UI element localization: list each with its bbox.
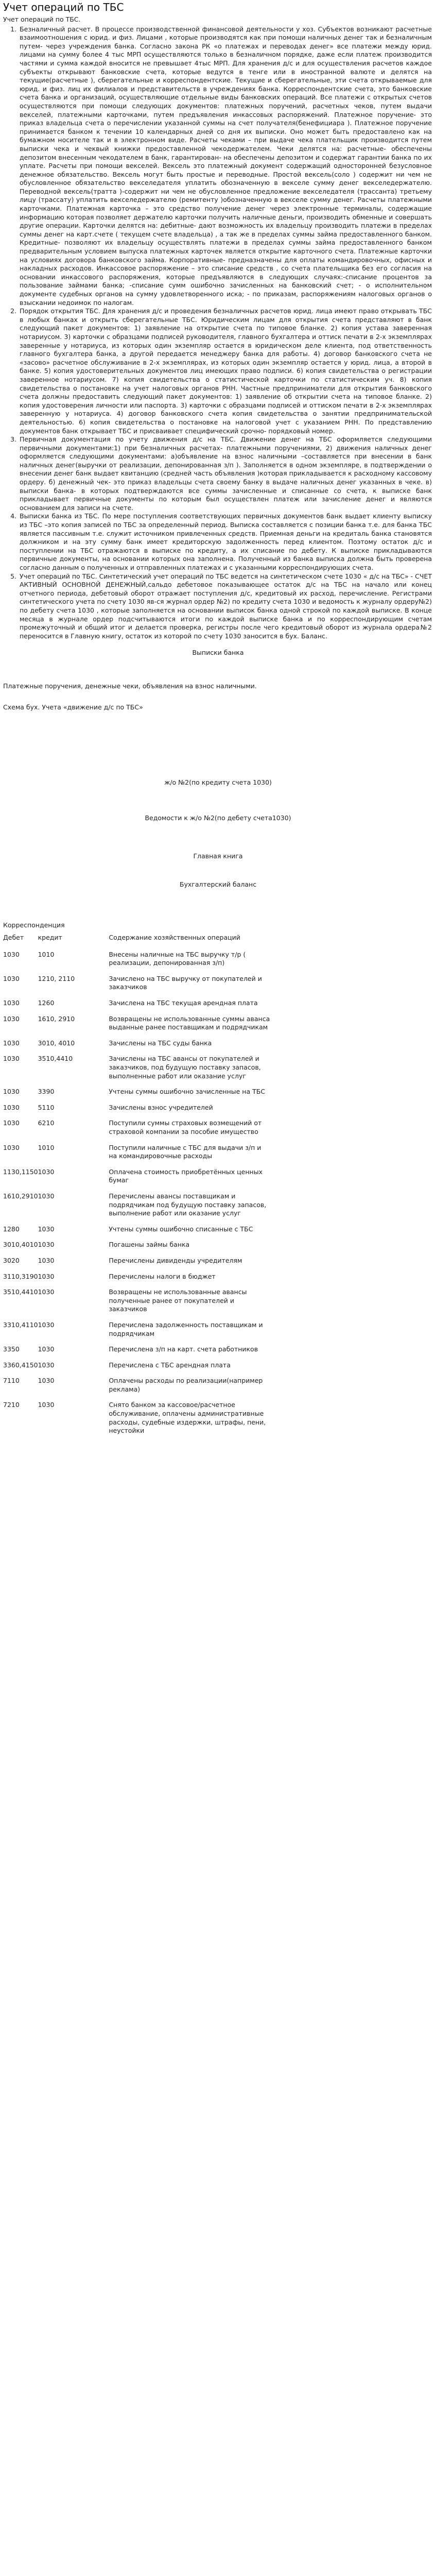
debit-cell: 3010,4010	[3, 1241, 38, 1249]
header-credit: кредит	[38, 934, 62, 942]
credit-cell: 1030	[38, 1192, 55, 1200]
table-row	[3, 1144, 271, 1168]
debit-cell: 1280	[3, 1225, 20, 1233]
description-cell: Перечислены налоги в бюджет	[109, 1272, 216, 1280]
debit-cell: 1030	[3, 950, 20, 958]
credit-cell: 1030	[38, 1401, 55, 1409]
bank-statement-label: Выписки банка	[192, 649, 244, 657]
description-cell: Перечислена з/п на карт. счета работников	[109, 1345, 258, 1353]
description-cell: Оплачены расходы по реализации(например реклама)	[109, 1377, 263, 1393]
debit-cell: 1030	[3, 1014, 20, 1023]
description-cell: Зачислена на ТБС текущая арендная плата	[109, 999, 258, 1007]
credit-cell: 1030	[38, 1361, 55, 1369]
debit-cell: 1030	[3, 999, 20, 1007]
credit-cell: 1610, 2910	[38, 1014, 75, 1023]
debit-cell: 3360,4150	[3, 1361, 38, 1369]
table-header-row	[3, 934, 271, 951]
table-row	[3, 1015, 271, 1039]
list-item: 4. Выписки банка из ТБС. По мере поступления соответствующих первичных документов банк выдает клиенту выписку из ТБС –это копия записей по ТБС за определенный период. Выписка составляется с позиции банка т.е. для банка ТБС является пассивным т.е. служит источником привлеченных средств. Приемная деньги на кредиталь банка становятся должником и на эту сумму банк имеет кредиторскую задолженность перед клиентом. Поэтому остаток д/с и поступлении на ТБС отражаются в выписке по кредиту, а их списание по дебету. К выписке прикладываются первичные документы, на основании которых она заполнена. Полученный из банка выписка должна быть проверена согласно данным о полученных и отправленных платежах и с указанными корреспондирующих счета.	[19, 512, 433, 572]
credit-cell: 3510,4410	[38, 1055, 73, 1063]
description-cell: Поступили наличные с ТБС для выдачи з/п и на командировочные расходы	[109, 1143, 261, 1160]
table-row	[3, 1119, 271, 1143]
balance-sheet-node: Бухгалтерский баланс	[179, 880, 257, 888]
credit-cell: 1010	[38, 1143, 55, 1151]
debit-cell: 1030	[3, 1143, 20, 1151]
table-row	[3, 1288, 271, 1321]
table-row	[3, 1401, 271, 1442]
debit-cell: 1030	[3, 1088, 20, 1096]
debit-cell: 1030	[3, 1103, 20, 1111]
description-cell: Перечислена задолженность поставщикам и подрядчикам	[109, 1320, 263, 1337]
debit-cell: 1030	[3, 1055, 20, 1063]
credit-cell: 3010, 4010	[38, 1039, 75, 1047]
page-title: Учет операций по ТБС	[3, 1, 124, 13]
debit-cell: 1030	[3, 1039, 20, 1047]
table-row	[3, 975, 271, 999]
debit-cell: 1030	[3, 1119, 20, 1127]
table-row	[3, 1361, 271, 1377]
table-row	[3, 1225, 271, 1241]
debit-cell: 7210	[3, 1401, 20, 1409]
list-item: 3. Первичная документация по учету движения д/с на ТБС. Движение денег на ТБС оформляется следующими первичными документами:1) при безналичных расчетах- платежными поручениями, 2) движения наличных денег оформляется следующими документами: а)объявление на взнос наличными –составляется при внесении в банк наличных денег(выручки от реализации, депонированная з/п ). Заполняется в одном экземпляре, в подтверждении о внесении денег банк выдает квитанцию (средней часть объявления )которая прикладывается к расходному кассовому ордеру. б) денежный чек- это приказ владельцы счета своему банку в выдаче наличных денег указанных в чеке. в) выписки банка- в которых подтверждаются все суммы зачисленные и списанные со счета, к выписке банк прикладывает первичные документы по которым был осуществлен платеж или зачисление денег и являются основанием для записи на счете.	[19, 435, 433, 512]
description-cell: Внесены наличные на ТБС выручку т/р ( реализации, депонированная з/п)	[109, 950, 246, 967]
credit-cell: 1030	[38, 1288, 55, 1296]
table-row	[3, 1039, 271, 1055]
debit-cell: 1030	[3, 974, 20, 982]
debit-cell: 3350	[3, 1345, 20, 1353]
credit-cell: 5110	[38, 1103, 55, 1111]
list-item: 2. Порядок открытия ТБС. Для хранения д/с и проведения безналичных расчетов юрид. лица имеют право открывать ТБС в любых банках и открыть сберегательные ТБС. Юридическим лицам для открытия счета представляют в банк следующий пакет документов: 1) заявление на открытие счета по типовое бланке. 2) копия устава заверенная нотариусом. 3) карточки с образцами подписей руководителя, главного бухгалтера и оттиск печати в 2-х экземплярах заверенные у нотариуса, из которых один экземпляр остается в юридическом деле клиента, под ответственность главного бухгалтера банка, а другой передается менеджеру банка для работы. 4) договор банковского счета не «засово» расчетное обслуживание в 2-х экземплярах, из которых один экземпляр остается у юрид. лица, а второй в банке. 5) копия удостоверительных документов лиц имеющих право подписи. 6) копия свидетельства о регистрации заверенное нотариусом. 7) копия свидетельства о статистической карточки по статистическим уч. 8) копия свидетельства о постановке на учет налоговых органов РНН. Частные предприниматели для открытия банковского счета должны предоставить следующий пакет документов: 1) заявление об открытии счета на типовое бланке. 2) копия удостоверения личности или паспорта. 3) карточки с образцами подписей и оттиском печати в 2-х экземплярах заверенную у нотариуса. 4) договор банковского счета копия свидетельства о занятии предпринимательской деятельностью. 6) копия свидетельства о постановке на налоговой учет с указанием РНН. По представлению документов банк открывает ТБС и присваивает специфический срочно- порядковый номер.	[19, 307, 433, 435]
debit-cell: 3020	[3, 1256, 20, 1264]
credit-cell: 1030	[38, 1272, 55, 1280]
credit-cell: 1030	[38, 1256, 55, 1264]
journal-order-node: ж/о №2(по кредиту счета 1030)	[164, 778, 272, 787]
table-row	[3, 1241, 271, 1257]
credit-cell: 1030	[38, 1345, 55, 1353]
accounting-scheme	[3, 778, 433, 889]
description-cell: Перечислены дивиденды учредителям	[109, 1256, 242, 1264]
header-debit: Дебет	[3, 934, 24, 942]
ledger-sheet-node: Ведомости к ж/о №2(по дебету счета1030)	[145, 814, 291, 822]
table-row	[3, 1321, 271, 1345]
correspondence-title: Корреспонденция	[3, 921, 65, 929]
debit-cell: 1610,2910	[3, 1192, 38, 1200]
credit-cell: 1030	[38, 1225, 55, 1233]
list-item: 5. Учет операций по ТБС. Синтетический учет операций по ТБС ведется на синтетическом счете 1030 « д/с на ТБС» - СЧЕТ АКТИВНЫЙ ОСНОВНОЙ ДЕНЕЖНЫЙ,сальдо дебетовое показывающее остаток д/с на ТБС на начало или конец отчетного периода, дебетовый оборот отражает поступления д/с, кредитовый их расход, перечисление. Регистрами синтетического учета по счету 1030 яв-ся журнал ордер №2) по кредиту счета 1030 и ведомость к журналу ордеру№2) по дебету счета 1030 , которые заполняется на основании выписок банка одной строкой по каждой выписке. В конце месяца в журнале ордер подсчитываются итоги по каждой выписке банка и по корреспондирующим счетам промежуточный и общий итог и делается проверка, регистры после чего кредитовый оборот из журнала ордера№2 переносится в Главную книгу, остаток из которой по счету 1030 заносится в бух. Баланс.	[19, 572, 433, 641]
credit-cell: 1030	[38, 1167, 55, 1176]
payment-documents-paragraph: Платежные поручения, денежные чеки, объявления на взнос наличными.	[3, 682, 257, 690]
description-cell: Зачислено на ТБС выручку от покупателей и заказчиков	[109, 974, 262, 991]
general-ledger-node: Главная книга	[193, 852, 243, 860]
table-row	[3, 999, 271, 1015]
section-list	[3, 25, 433, 641]
table-row	[3, 1055, 271, 1088]
credit-cell: 1030	[38, 1241, 55, 1249]
description-cell: Зачислены на ТБС суды банка	[109, 1039, 212, 1047]
table-row	[3, 1168, 271, 1192]
description-cell: Возвращены не использованные авансы полученные ранее от покупателей и заказчиков	[109, 1288, 247, 1313]
description-cell: Оплачена стоимость приобретённых ценных бумаг	[109, 1167, 263, 1184]
description-cell: Перечислена с ТБС арендная плата	[109, 1361, 231, 1369]
credit-cell: 1260	[38, 999, 55, 1007]
description-cell: Зачислены взнос учредителей	[109, 1103, 213, 1111]
scheme-label: Схема бух. Учета «движение д/с по ТБС»	[3, 703, 143, 711]
debit-cell: 3110,3190	[3, 1272, 38, 1280]
header-description: Содержание хозяйственных операций	[109, 934, 240, 942]
description-cell: Возвращены не использованные суммы аванса выданные ранее поставщикам и подрядчикам	[109, 1014, 270, 1031]
debit-cell: 3510,4410	[3, 1288, 38, 1296]
credit-cell: 1010	[38, 950, 55, 958]
debit-cell: 7110	[3, 1377, 20, 1385]
table-row	[3, 1257, 271, 1273]
credit-cell: 1030	[38, 1320, 55, 1329]
debit-cell: 3310,4110	[3, 1320, 38, 1329]
subtitle: Учет операций по ТБС.	[3, 15, 81, 23]
description-cell: Учтены суммы ошибочно зачисленные на ТБС	[109, 1088, 266, 1096]
table-row	[3, 1104, 271, 1120]
credit-cell: 1210, 2110	[38, 974, 75, 982]
correspondence-table	[3, 934, 271, 1443]
table-row	[3, 1088, 271, 1104]
description-cell: Учтены суммы ошибочно списанные с ТБС	[109, 1225, 253, 1233]
table-row	[3, 1273, 271, 1289]
credit-cell: 1030	[38, 1377, 55, 1385]
table-row	[3, 1377, 271, 1401]
description-cell: Поступили суммы страховых возмещений от страховой компании за пособие имущество	[109, 1119, 262, 1136]
description-cell: Перечислены авансы поставщикам и подрядчикам под будущую поставку запасов, выполнение работ или оказание услуг	[109, 1192, 267, 1217]
credit-cell: 3390	[38, 1088, 55, 1096]
description-cell: Зачислены на ТБС авансы от покупателей и заказчиков, под будущую поставку запасов, выполненные работ или оказание услуг	[109, 1055, 261, 1080]
table-row	[3, 1345, 271, 1361]
list-item: 1. Безналичный расчет. В процессе производственной финансовой деятельности у хоз. Субъектов возникают расчетные взаимоотношения с юрид. и физ. Лицами , которые производятся как при помощи наличных денег так и безналичным путем- через учреждения банка. Согласно закона РК «о платежах и переводах денег» все платежи между юрид. лицами на сумму более 4 тыс МРП осуществляются только в безналичном порядке, даже если платеж производится частями и сумма каждой вносится не превышает 4тыс МРП. Для хранения д/с и для осуществления расчетов каждое субъекты открывают банковские счета, которые ведутся в тенге или в иностранной валюте и делятся на текущие(расчетные ), сберегательные и корреспондентские. Текущие и сберегательные, эти счета открываемые для юрид. и физ. лиц их филиалов и представительств в учреждениях банка. Корреспондентские счета, это банковские счета банка и организаций, осуществляющие отдельные виды банковских операций. Все платежи с открытых счетов осуществляются при помощи следующих документов: платежных поручений, расчетных чеков, путем выдачи векселей, платежными карточками, путем предъявления инкассовых распоряжений. Платежное поручение- это приказ владельца счета о перечислении указанной суммы на счет получателя(бенефициара ). Платежное поручение принимается банком к течении 10 календарных дней со дня их выписки. Оно может быть предоставлено как на бумажном носителе так и в электронном виде. Расчеты чеками – при выдаче чека плательщик производится путем выписки чека и чеквый книжки предоставленной чекодержателем. Чеки делятся на: расчетные- обеспечены депозитом внесенным чекодателем в банк, гарантирован- на обеспечены депозитом и содержат гарантии банка по их уплате. Расчеты при помощи векселей. Вексель это платежный документ содержащий односторонней безусловное денежное обязательство. Вексель могут быть простые и переводные. Простой вексель(соло ) содержит ни чем не обусловленное обязательство векселедателя уплатить обозначенную в векселе сумму денег векселедержателю. Переводной вексель(тратта )-содержит ни чем не обусловленное предложение векселедателя (трассанта) третьему лицу (трассату) уплатить векселедержателю (ремитенту )обозначенную в векселе сумму денег. Расчеты платежными карточками. Платежная карточка – это средство получение денег через электронные терминалы, содержащие информацию которая позволяет держателю карточки получить наличные деньги, производить обменные и совершать другие операции. Карточки делятся на: дебитные- дают возможность их владельцу производить платежи в пределах суммы денег на карт.счете ( текущем счете владельца) , а так же в пределах суммы займа предоставленного банком. Кредитные- позволяют их владельцу осуществлять платежи в пределах суммы займа предоставленного банком предварительным условием выпуска платежных карточек является открытие карточного счета. Платежные карточки на условиях договора банковского займа. Корпоративные- предназначены для оплаты командировочных, офисных и накладных расходов. Инкассовое распоряжение – это списание средств , со счета плательщика без его согласия на основании инкассового распоряжения, которые предъявляются в следующих случаях:-списание процентов за пользование займами банка; -списание сумм ошибочно зачисленных на банковский счет; - о исполнительном документе судебных органов на сумму удовлетворенного иска; - по приказам, распоряжениям налоговых органов о взыскании недоимок по налогам.	[19, 25, 433, 308]
table-row	[3, 1192, 271, 1225]
table-row	[3, 951, 271, 975]
debit-cell: 1130,1150	[3, 1167, 38, 1176]
description-cell: Снято банком за кассовое/расчетное обслуживание, оплачены административные расходы, судебные издержки, штрафы, пени, неустойки	[109, 1401, 266, 1435]
description-cell: Погашены займы банка	[109, 1241, 190, 1249]
credit-cell: 6210	[38, 1119, 55, 1127]
